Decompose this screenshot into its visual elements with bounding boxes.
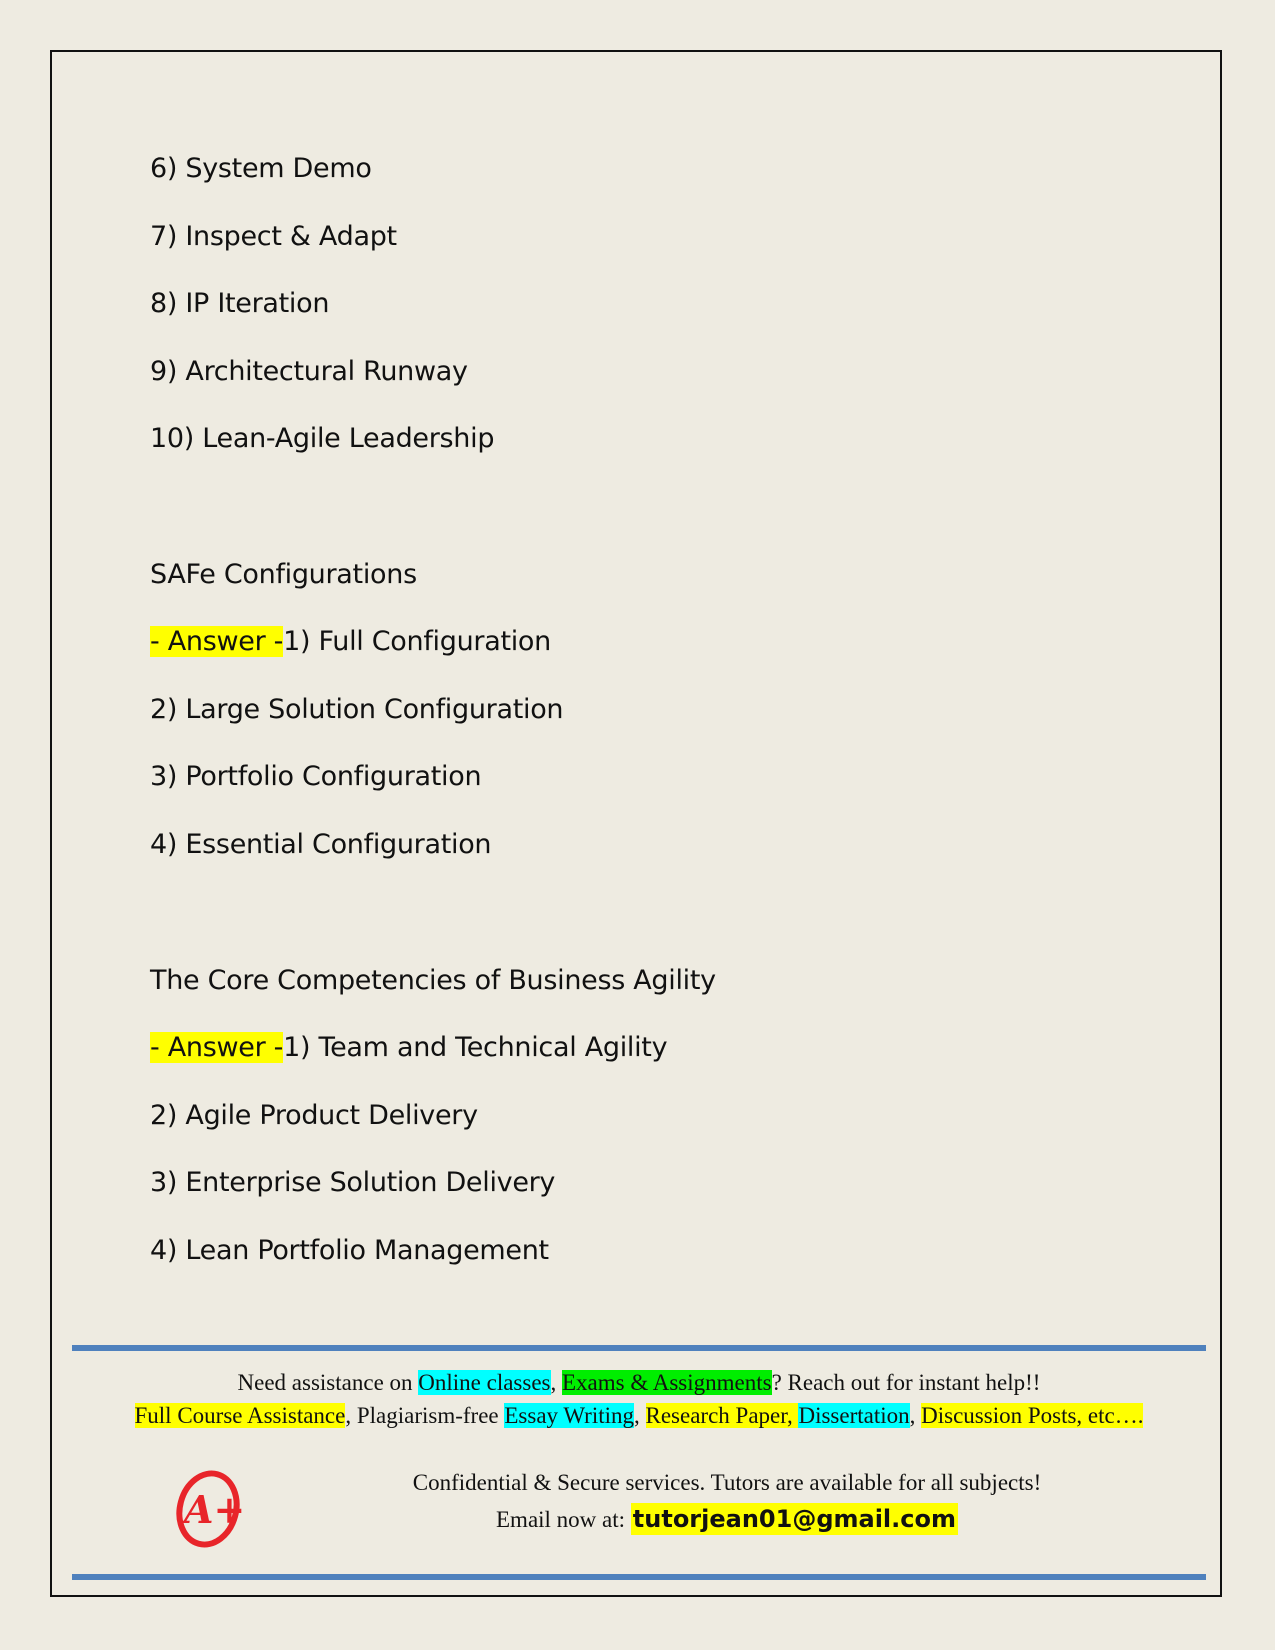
answer-item: 2) Agile Product Delivery <box>150 1100 478 1131</box>
answer-item: 3) Portfolio Configuration <box>150 761 482 792</box>
answer-item: 1) Full Configuration <box>283 626 551 657</box>
list-item: 7) Inspect & Adapt <box>150 221 397 252</box>
answer-item: 3) Enterprise Solution Delivery <box>150 1167 556 1198</box>
answer-label: - Answer - <box>150 626 284 657</box>
answer-item: 4) Essential Configuration <box>150 829 492 860</box>
list-item: 9) Architectural Runway <box>150 356 468 387</box>
answer-item: 2) Large Solution Configuration <box>150 694 564 725</box>
answer-line <box>150 626 551 657</box>
answer-label: - Answer - <box>150 1032 284 1063</box>
footer-line-1: Need assistance on Online classes, Exams & Assignments? Reach out for instant help!! <box>237 1370 1041 1395</box>
svg-text:A+: A+ <box>184 1487 246 1532</box>
list-item: 8) IP Iteration <box>150 288 330 319</box>
list-item: 6) System Demo <box>150 153 372 184</box>
footer-rule-bottom <box>72 1574 1206 1580</box>
answer-item: 1) Team and Technical Agility <box>283 1032 668 1063</box>
footer-line-3: Confidential & Secure services. Tutors are available for all subjects! <box>412 1470 1042 1495</box>
page-border <box>50 50 1222 1597</box>
answer-line <box>150 1032 667 1063</box>
answer-item: 4) Lean Portfolio Management <box>150 1235 549 1266</box>
footer-line-4: Email now at: tutorjean01@gmail.com <box>496 1505 956 1533</box>
question-title: The Core Competencies of Business Agility <box>150 965 716 996</box>
footer-line-2: Full Course Assistance, Plagiarism-free Essay Writing, Research Paper, Dissertation, Discussion Posts, etc…. <box>134 1403 1144 1428</box>
footer-rule-top <box>72 1345 1206 1351</box>
question-title: SAFe Configurations <box>150 559 417 590</box>
list-item: 10) Lean-Agile Leadership <box>150 423 495 454</box>
email-link[interactable]: tutorjean01@gmail.com <box>632 1505 956 1533</box>
